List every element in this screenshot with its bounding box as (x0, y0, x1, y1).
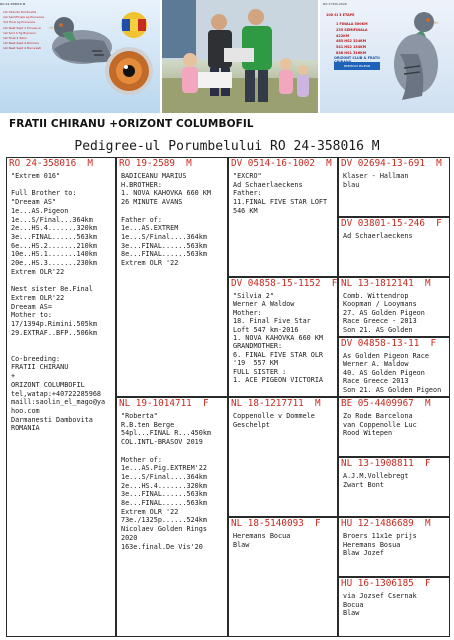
loft-name: FRATII CHIRANU +ORIZONT COLUMBOFIL (9, 118, 254, 130)
breeders-photo-image (162, 0, 318, 113)
pigeon-card-ggp-4 (338, 337, 450, 397)
ring-number: DV 04858-13-11 F (341, 338, 437, 349)
banner-right-result-line: 485 HS2 324KM (336, 39, 367, 44)
ring-number: DV 0514-16-1002 M (231, 158, 332, 169)
ring-number: RO 24-358016 M (9, 158, 93, 169)
banner-result-line: 1st Sort 4 Tg Bujoreni (3, 30, 36, 35)
banner-result-line: 1st Final 4 Sibiu (3, 36, 27, 41)
banner-right-panel (320, 0, 454, 113)
pigeon-eye-icon (103, 45, 155, 97)
banner-result-line: 3rd Final Lg Provence (3, 20, 36, 25)
banner-right-results (336, 22, 376, 57)
pigeon-details: via Jozsef Csernak Bocua Blaw (343, 592, 417, 618)
pigeon-card-paternal-grandfather (228, 157, 338, 277)
pigeon-card-mother (116, 397, 228, 637)
pigeon-details: Ad Schaerlaeckens (343, 232, 413, 240)
romania-emblem-icon (116, 10, 152, 40)
pigeon-details: A.J.M.Vollebregt Zwart Bont (343, 472, 409, 489)
pigeon-details: Comb. Wittendrop Koopman / Looymans 27. AS Golden Pigeon Race Greece - 2013 Son 21. AS Golden (343, 292, 425, 334)
pigeon-details: Heremans Bocua Blaw (233, 532, 291, 549)
pigeon-details: "Extrem 016" Full Brother to: "Dreeam AS" 1e...AS.Pigeon 1e...S/Final...364km 2e...HS.4.......320km 3e...FINAL......563km 6e...HS.2.......210km 10e..HS.1.......140km 20e..HS.3.......230km Extrem OLR'22 Nest sister 8e.Final Extrem OLR'22 Dreeam AS= Mother to: 17/1394p.Rimini.505km 29.EXTRAF..BFP..506km Co-breeding: FRATII CHIRANU + ORIZONT COLUMBOFIL tel,watap:+40722285968 maill:saolin_el_mago@ya hoo.com Darmanesti Dambovita ROMANIA (11, 172, 106, 433)
pigeon-card-maternal-grandfather (228, 397, 338, 517)
banner-result-line: 1st Nest Sept 4 Rimnicu (3, 41, 40, 46)
breeders-photo (162, 0, 318, 113)
pigeon-card-ggp-8 (338, 577, 450, 637)
pigeon-details: Klaser - Hallman blau (343, 172, 409, 189)
header-banner (0, 0, 454, 113)
banner-ring-label: RO 24-358016 M (0, 2, 26, 6)
ring-number: HU 16-1306185 F (341, 578, 431, 589)
pigeon-details: BADICEANU MARIUS H.BROTHER: 1. NOVA KAHOVKA 660 KM 26 MINUTE AVANS Father of: 1e...AS.EXTREM 1e...S/Final....364km 3e...FINAL......563km 8e...FINAL......563km Extrem OLR '22 (121, 172, 212, 268)
pigeon-card-ggp-5 (338, 397, 450, 457)
pigeon-card-main (6, 157, 116, 637)
pigeon-details: "Roberta" R.B.ten Berge 54pl...FINAL R...450km COL.INTL-BRASOV 2019 Mother of: 1e...AS.Pig.EXTREM'22 1e...S/Final....364km 2e...HS.4.......320km 3e...FINAL......563km 8e...FINAL......563km Extrem OLR '22 73e./1325p......524km Nicolaev Golden Rings 2020 163e.final.De Vis'20 (121, 412, 212, 551)
banner-result-line: 1st Nest Sept 1 Provence (3, 25, 41, 30)
pigeon-card-paternal-grandmother (228, 277, 338, 397)
ring-number: DV 03801-15-246 F (341, 218, 442, 229)
banner-result-line: 1st Vilanita Dimbovita (3, 10, 37, 14)
ring-number: NL 18-5140093 F (231, 518, 321, 529)
banner-right-result-line: 1 FINALA 500KM (336, 22, 368, 26)
pigeon-illustration-right (382, 4, 454, 104)
pigeon-details: Coppenolle v Dommele Geschelpt (233, 412, 315, 429)
ring-number: NL 18-1217711 M (231, 398, 321, 409)
pigeon-details: Broers 11x1e prijs Heremans Bosua Blaw Jozef (343, 532, 417, 558)
premium-pigeon-logo: PREMIUM PIGEON (334, 62, 380, 70)
banner-result-line: 1st Nest Sept 4 Bucuresti (3, 46, 42, 51)
ring-number: HU 12-1486689 M (341, 518, 431, 529)
banner-right-ring: RO 17320-2020 (323, 2, 347, 6)
banner-right-result-line: 541 HS2 134KM (336, 45, 367, 50)
ring-number: NL 13-1812141 M (341, 278, 431, 289)
pedigree-title: Pedigree-ul Porumbelului RO 24-358016 M (74, 139, 380, 154)
banner-left-panel (0, 0, 160, 113)
pigeon-card-ggp-3 (338, 277, 450, 337)
banner-right-result-line: 838 HS1 316KM (336, 50, 367, 55)
banner-result-line: 1st SemiFinala Lg Provence (3, 15, 45, 20)
ring-number: NL 13-1908811 F (341, 458, 431, 469)
banner-right-club: ORIZONT CLUB & FRATII (334, 56, 380, 60)
pigeon-card-ggp-6 (338, 457, 450, 517)
pigeon-card-father (116, 157, 228, 397)
pigeon-details: "EXCRO" Ad Schaerlaeckens Father: 11.FINAL FIVE STAR LOFT 546 KM (233, 172, 328, 215)
banner-right-result-line: 235 SEMIFINALA 422KM (336, 27, 368, 38)
pigeon-card-ggp-7 (338, 517, 450, 577)
ring-number: RO 19-2589 M (119, 158, 192, 169)
pigeon-card-maternal-grandmother (228, 517, 338, 637)
pigeon-details: Zo Rode Barcelona van Coppenolle Luc Rood Witepen (343, 412, 417, 438)
pigeon-details: As Golden Pigeon Race Werner A. Waldow 40. AS Golden Pigeon Race Greece 2013 Son 21. AS Golden Pigeon (343, 352, 442, 394)
banner-right-subtitle: 100 SI 3 ETAPE (326, 13, 355, 17)
pigeon-card-ggp-2 (338, 217, 450, 277)
ring-number: BE 05-4409967 M (341, 398, 431, 409)
ring-number: NL 19-1014711 F (119, 398, 209, 409)
ring-number: DV 04858-15-1152 F (231, 278, 338, 289)
pigeon-details: "Silvia 2" Werner A Waldow Mother: 18. Final Five Star Loft 547 km-2016 1. NOVA KAHOVKA 660 KM GRANDMOTHER: 6. FINAL FIVE STAR OLR '19 557 KM FULL SISTER : 1. ACE PIGEON VICTORIA (233, 292, 324, 385)
ring-number: DV 02694-13-691 M (341, 158, 442, 169)
pigeon-card-ggp-1 (338, 157, 450, 217)
